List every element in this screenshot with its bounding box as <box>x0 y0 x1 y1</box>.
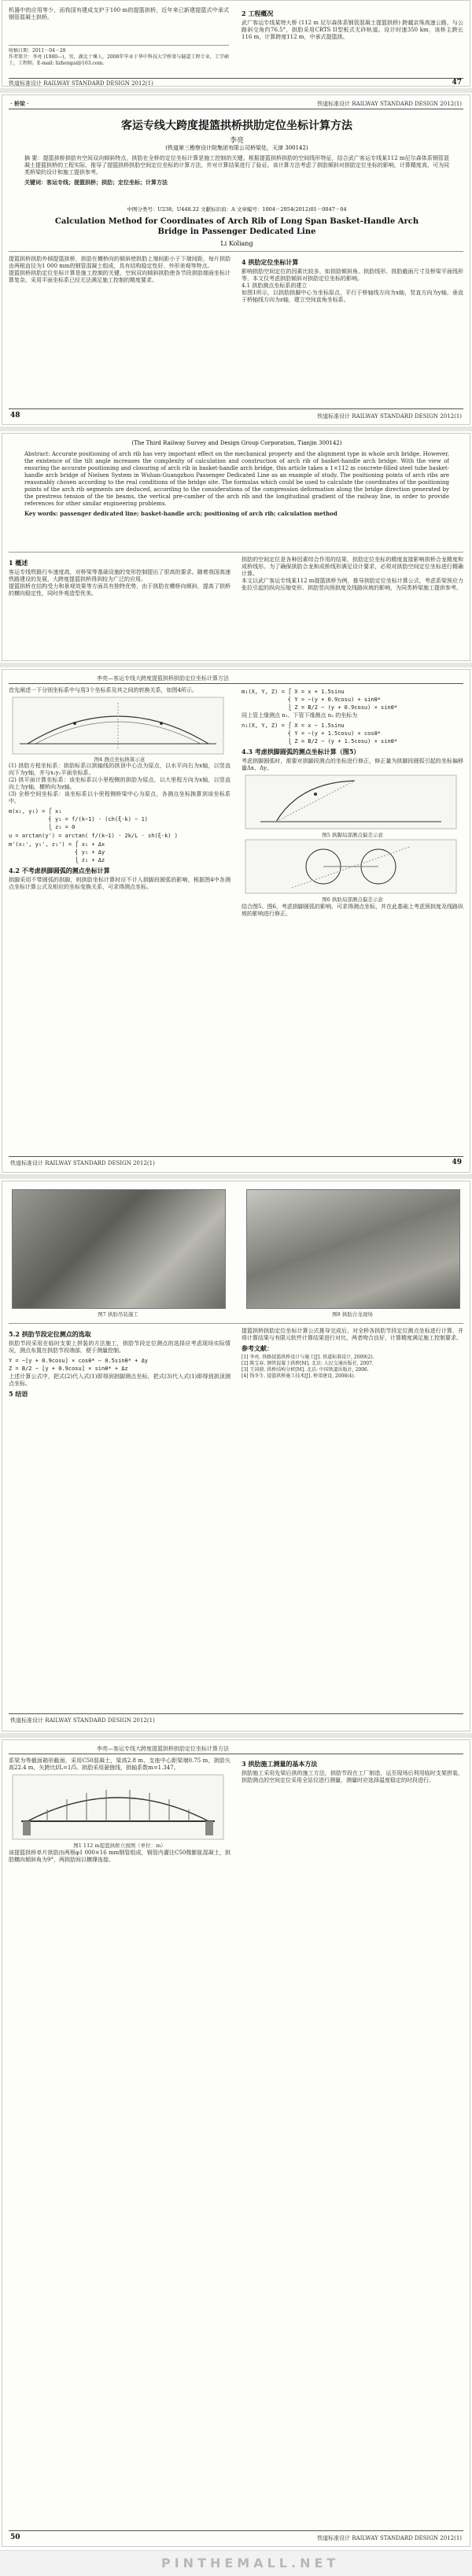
page2-section-tag: · 桥梁 · <box>10 100 29 107</box>
page4-running-head: 李亮—客运专线大跨度提篮拱桥拱肋定位坐标计算方法 <box>97 675 229 682</box>
section-4-3-text: 考虑拱脚圆弧时，需要对拱脚段测点的坐标进行修正，修正量为拱脚段圆弧引起的坐标偏移量Δx、Δy。 <box>242 758 463 771</box>
section-1-heading: 1 概述 <box>9 559 28 567</box>
paper-page-6 <box>2 1739 470 2547</box>
section-4-3-heading: 4.3 考虑拱脚圆弧的测点坐标计算（图5） <box>242 748 360 756</box>
affiliation-en: (The Third Railway Survey and Design Group Corporation, Tianjin 300142) <box>131 440 342 446</box>
figure-5-caption: 图5 拱脚局部测点偏差示意 <box>322 832 383 838</box>
page1-section-heading: 2 工程概况 <box>242 9 274 17</box>
figure-6-caption: 图6 拱肋局部测点偏差示意 <box>322 896 383 903</box>
article-title-en: Calculation Method for Coordinates of Arch Rib of Long Span Basket-Handle Arch Bridge in Passenger Dedicated Line <box>54 217 419 236</box>
bridge-elevation-diagram <box>12 1774 224 1840</box>
page5-journal-footer: 铁道标准设计 RAILWAY STANDARD DESIGN 2012(1) <box>10 1717 155 1724</box>
page6-running-head: 李亮—客运专线大跨度提篮拱桥拱肋定位坐标计算方法 <box>97 1746 229 1752</box>
page4-page-number: 49 <box>452 1159 462 1166</box>
paper-page-1 <box>2 0 470 87</box>
page2-right-text: 影响拱肋空间定位的因素比较多，如拱肋倾斜角、拱肋线形、拱肋截面尺寸及桥梁平面线形等，本文仅考虑拱肋倾斜对拱肋定位坐标的影响。 4.1 拱肋测点坐标系的建立 如图1所示，以拱肋拱脚中心为坐标原点，平行于桥轴线方向为x轴，竖直方向为y轴，垂直于桥轴线方向为z轴，建立空间直角坐标系。 <box>242 268 463 303</box>
section-3-heading: 3 拱肋施工测量的基本方法 <box>242 1760 318 1768</box>
figure-1-caption: 图1 112 m提篮拱桥立面图（单位：m） <box>73 1842 166 1849</box>
author-en: Li Koliang <box>220 240 253 247</box>
section-4-2-heading: 4.2 不考虑拱脚圆弧的测点坐标计算 <box>9 867 110 874</box>
page2-journal-footer: 铁道标准设计 RAILWAY STANDARD DESIGN 2012(1) <box>317 413 462 419</box>
figure-8-caption: 图8 拱肋合龙现场 <box>332 1311 373 1318</box>
arch-rib-lifting-photo <box>12 1189 226 1309</box>
equation-3: m'(x₁', y₁', z₁') = ⎧ x₁ + Δx ⎨ y₁ + Δy ⎩ z₁ + Δz <box>9 841 105 863</box>
keywords-cn: 关键词：客运专线；提篮拱桥；拱肋；定位坐标；计算方法 <box>24 179 168 186</box>
figure-6-diagram <box>245 839 457 894</box>
affiliation-cn: (铁道第三勘察设计院集团有限公司桥梁处，天津 300142) <box>165 145 308 151</box>
figure-4-diagram <box>12 697 224 755</box>
right-equation-1: m₁(X, Y, Z) = ⎧ X = x + 1.5sinu ⎨ Y = −(y + 0.9cosu) + sinθ* ⎩ Z = B/2 − (y + 0.9cosu) × sinθ* <box>242 689 398 711</box>
page6-left-text-2: 该提篮拱桥单片拱肋由两根φ1 000×16 mm钢管组成，钢管内灌注C50微膨胀混凝土，拱肋横向倾斜角为9°，两拱肋间以横撑连接。 <box>9 1850 230 1863</box>
page2-left-text: 提篮拱桥拱肋外倾提篮拱桥，拱肋在横桥向的倾斜使拱肋上端间距小于下端间距，每片拱肋由两根直径为1 000 mm的钢管混凝土组成，具有结构稳定性好、外形美观等特点。 提篮拱桥拱肋定位坐标计算是施工控制的关键，空间双向倾斜拱肋使各节段拱肋端面坐标计算复杂，采用平面坐标系已经无法满足施工控制的精度要求。 <box>9 256 230 283</box>
abstract-en: Abstract: Accurate positioning of arch rib has very important effect on the mechanical property and the alignment type in whole arch bridge. However, the existence of the tilt angle increases the complexity of calculation and construction of arch rib of basket-handle arch bridge. With the view of ensuring the accurate positioning and closuring of arch rib in basket-handle arch bridge, this article takes a 1×112 m concrete-filled steel tube basket-handle arch bridge of Nielsen System in Wuhan-Guangzhou Passenger Dedicated Line as an example of study. The positioning points of arch ribs are reasonably chosen according to the real conditions of the bridge site. The formulas which could be used to calculate the coordinates of the positioning points of the arch rib segments are deduced, according to the considerations of the compression deformation along the bridge direction generated by the prestress tension of the tie beams, the vertical pre-camber of the arch rib and the longitudinal gradient of the railway line, in order to provide references for other similar engineering problems. <box>24 451 449 507</box>
page4-journal-footer: 铁道标准设计 RAILWAY STANDARD DESIGN 2012(1) <box>10 1160 155 1166</box>
author-cn: 李亮 <box>229 137 244 145</box>
section-1-text: 客运专线铁路行车速度高，对桥梁等基础设施的变形控制提出了很高的要求。随着我国高速铁路建设的发展，大跨度提篮拱桥得到较为广泛的应用。 提篮拱桥在结构受力和景观效果等方面具有独特优势，由于拱肋在横桥向倾斜，提高了拱桥的横向稳定性，同时外观造型优美。 <box>9 569 230 597</box>
figure-5-diagram <box>245 774 457 830</box>
page1-left-text: 机器中的应用等少，而我国有建成支护于100 m的提篮拱桥，近年来已新建提篮式中承式钢管混凝土拱桥。 <box>9 7 229 20</box>
page3-right-text: 拱肋的空间定位是各种因素综合作用的结果，拱肋定位坐标的精度直接影响拱桥合龙精度和成桥线形。为了确保拱肋合龙和成桥线形满足设计要求，必须对拱肋空间定位坐标进行精确计算。 本文以武广客运专线某112 m提篮拱桥为例，推导拱肋定位坐标计算公式，考虑系梁预应力张拉引起的纵向压缩变形、拱肋竖向预拱度及线路纵坡的影响，为同类桥梁施工提供参考。 <box>242 556 463 591</box>
classification-line: 中图分类号：U238；U448.22 文献标识码：A 文章编号：1004－2954(2012)01－0047－04 <box>127 206 347 213</box>
section-5-2-heading: 5.2 拱肋节段定位测点的选取 <box>9 1330 91 1338</box>
section-5-2-text: 拱肋节段采用在临时支架上拼装的方法施工，拱肋节段定位测点的选择应考虑现场实际情况，测点布置在拱肋节段端部，便于测量控制。 <box>9 1340 230 1354</box>
site-logo[interactable]: PINTHEMALL.NET <box>161 2556 340 2570</box>
figure-7-caption: 图7 拱肋吊装施工 <box>98 1311 138 1318</box>
page2-section-heading: 4 拱肋定位坐标计算 <box>242 258 299 266</box>
page1-page-number: 47 <box>452 79 462 87</box>
section-3-text: 拱肋施工采用先梁后拱的施工方法，拱肋节段在工厂制造，运至现场后利用临时支架拼装，拱肋测点的空间定位采用全站仪进行测量，测量时应选择温度稳定的时段进行。 <box>242 1770 463 1783</box>
page5-equation-note: 上述计算公式中，把式(2)代入式(1)即得到拱脚测点坐标，把式(3)代入式(1)即得到拱顶测点坐标。 <box>9 1373 230 1387</box>
references-heading: 参考文献： <box>242 1344 273 1352</box>
page6-page-number: 50 <box>10 2533 20 2541</box>
equation-2: u = arctan(y') = arctan( f/(k−1) · 2k/L · sh(ξ·k) ) <box>9 833 178 839</box>
page2-page-number: 48 <box>10 412 20 419</box>
section-4-2-text: 拱脚采用不带圆弧的拱脚，则拱肋坐标计算时应不计入拱脚段圆弧的影响，根据图4中各测点坐标计算公式及相应的坐标变换关系，可求得测点坐标。 <box>9 877 230 890</box>
right-equation-2: n₁(X, Y, Z) = ⎧ X = x − 1.5sinu ⎨ Y = −(y + 1.5cosu) × cosθ* ⎩ Z = B/2 − (y + 1.5cosu) × sinθ* <box>242 723 398 745</box>
page2-journal-header: 铁道标准设计 RAILWAY STANDARD DESIGN 2012(1) <box>317 101 462 107</box>
page4-intro-text: 首先阐述一下分别坐标系中与用3个坐标系及其之间的转换关系，如图4所示。 <box>9 687 197 693</box>
page6-left-text: 系梁为等截面箱形截面，采用C50混凝土，梁高2.8 m，支座中心距梁端0.75 m，拱肋矢高22.4 m，矢跨比f/L=1/5。拱肋采用悬链线，拱轴系数m=1.347。 <box>9 1757 230 1771</box>
references-list: [1] 李亮. 铁路提篮拱桥设计与施工[J]. 铁道标准设计, 2009(2). [2] 陈宝春. 钢管混凝土拱桥[M]. 北京: 人民交通出版社, 2007. [3] 王国鼎. 拱桥结构分析[M]. 北京: 中国铁道出版社, 2006. [4] 钱冬生. 提篮拱桥施工技术[J]. 桥梁建设, 2008(4). <box>242 1355 374 1379</box>
equation-1: m(x₁, y₁) = ⎧ x₁ ⎨ y₁ = f/(k−1) · (ch(ξ·k) − 1) ⎩ z₁ = 0 <box>9 808 149 830</box>
page1-journal-footer: 铁道标准设计 RAILWAY STANDARD DESIGN 2012(1) <box>9 80 153 87</box>
paper-page-5 <box>2 1181 470 1732</box>
article-title-cn: 客运专线大跨度提篮拱桥拱肋定位坐标计算方法 <box>121 120 352 132</box>
paper-page-3 <box>2 433 470 661</box>
paper-page-2 <box>2 94 470 425</box>
figure-4-caption: 图4 测点坐标换算示意 <box>94 756 146 763</box>
page5-equation: Y = −[y + 0.9cosu] × cosθ* − 0.5sinθ* + Δy Z = B/2 − [y + 0.9cosu] × sinθ* + Δz <box>9 1358 149 1372</box>
paper-page-4 <box>2 669 470 1173</box>
site-footer <box>0 2550 472 2576</box>
page4-right-text: 同上管上缘测点 n₁、下管下缘测点 n₂ 的坐标为 <box>242 712 358 719</box>
page1-right-text: 武广客运专线某特大桥 (112 m 尼尔森体系钢管混凝土提篮拱桥) 跨越京珠高速公路，与公路斜交角约76.5°，拱肋采用CRTS II型板式无砟轨道。设计时速350 km，该桥主跨长116 m，计算跨度112 m，中承式提篮拱。 <box>242 20 463 40</box>
page6-journal-footer: 铁道标准设计 RAILWAY STANDARD DESIGN 2012(1) <box>317 2535 462 2541</box>
page1-meta: 收稿日期：2011－04－28 作者简介：李亮 (1980—)，男，湖北十堰人，2008年毕业于华中科技大学桥梁与隧道工程专业，工学硕士，工程师。E-mail: lizhengai@163.com。 <box>9 48 229 66</box>
keywords-en: Key words: passenger dedicated line; basket-handle arch; positioning of arch rib; calculation method <box>24 510 337 517</box>
section-5-heading: 5 结语 <box>9 1390 28 1398</box>
page4-right-text-3: 结合图5、图6，考虑拱脚圆弧的影响，可求得测点坐标，并在此基础上考虑预拱度及线路纵坡的影响进行修正。 <box>242 904 463 917</box>
arch-rib-closure-photo <box>246 1189 460 1309</box>
page5-right-text: 提篮拱桥拱肋定位坐标计算公式推导完成后，对全桥各拱肋节段定位测点坐标进行计算，并将计算结果与有限元软件计算结果进行对比，两者吻合良好，计算精度满足施工控制要求。 <box>242 1328 463 1341</box>
page4-coordinate-systems-text: (1) 拱肋方程坐标系：拱肋标系以拱轴线的拱顶中心点为原点，以水平向右为x轴，以竖直向下为y轴，并与x₁y₁平面坐标系。 (2) 拱平面计算坐标系：该坐标系以小里程侧的拱肋为原点，以大里程方向为x轴，以竖直向上为y轴，横桥向为z轴。 (3) 全桥空间坐标系：该坐标系以小里程侧桥梁中心为原点，各测点坐标换算到该坐标系中。 <box>9 763 230 804</box>
abstract-cn: 摘 要：提篮拱桥拱肋有空间双向倾斜特点，拱肋在全桥的定位坐标计算是施工控制的关键。根据提篮拱桥拱肋的空间线形特征，结合武广客运专线某112 m尼尔森体系钢管混凝土提篮拱桥的工程实际，推导了提篮拱桥拱肋空间定位坐标的计算方法，并对计算结果进行了验证。该计算方法考虑了拱肋倾斜对拱肋定位坐标的影响，计算精度高，可为同类桥梁的设计和施工提供参考。 <box>24 155 449 176</box>
